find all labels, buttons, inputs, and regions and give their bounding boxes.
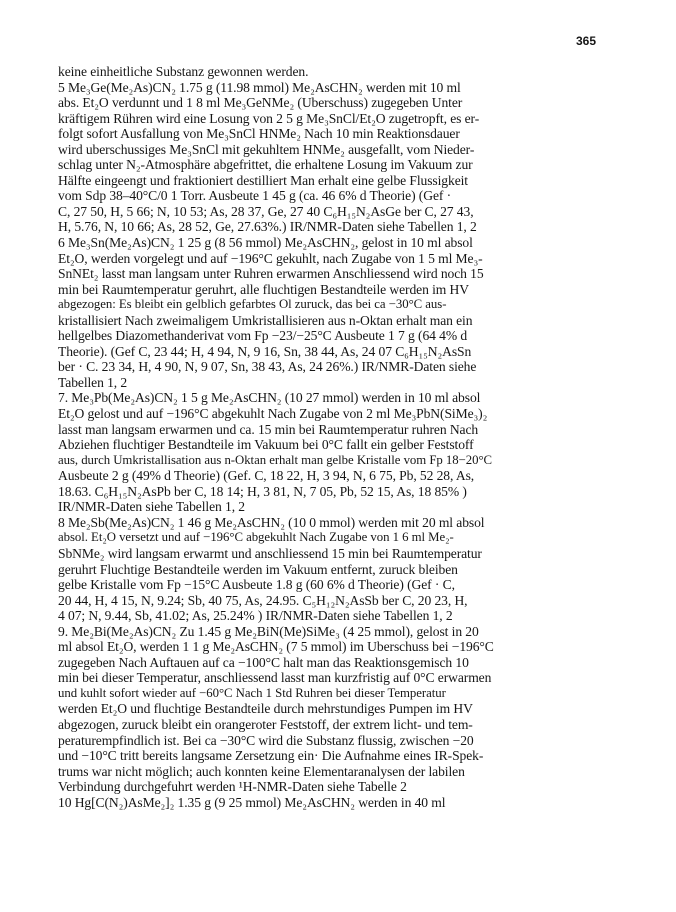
text-line: Verbindung durchgefuhrt werden ¹H-NMR-Daten siehe Tabelle 2: [58, 779, 407, 795]
text-line: Tabellen 1, 2: [58, 374, 128, 390]
text-line: hellgelbes Diazomethanderivat vom Fp −23/−25°C Ausbeute 1 7 g (64 4% d: [58, 328, 468, 344]
text-line: SbNMe₂ wird langsam erwarmt und anschliessend 15 min bei Raumtemperatur: [58, 545, 482, 561]
text-line: wird uberschussiges Me₃SnCl mit gekuhltem HNMe₂ ausgefallt, vom Nieder-: [58, 141, 475, 157]
text-line: abgezogen: Es bleibt ein gelblich gefarbtes Ol zuruck, das bei ca −30°C aus-: [58, 297, 447, 312]
text-line: schlag unter N₂-Atmosphäre abgefrittet, die erhaltene Losung im Vakuum zur: [58, 157, 473, 173]
text-line: vom Sdp 38–40°C/0 1 Torr. Ausbeute 1 45 g (ca. 46 6% d Theorie) (Gef ·: [58, 188, 452, 204]
text-line: 20 44, H, 4 15, N, 9.24; Sb, 40 75, As, 24.95. C₅H₁₂N₂AsSb ber C, 20 23, H,: [58, 592, 468, 608]
text-line: ber · C. 23 34, H, 4 90, N, 9 07, Sn, 38 43, As, 24 26%.) IR/NMR-Daten siehe: [58, 359, 477, 375]
text-line: und kuhlt sofort wieder auf −60°C Nach 1 Std Ruhren bei dieser Temperatur: [58, 685, 446, 700]
text-line: zugegeben Nach Auftauen auf ca −100°C halt man das Reaktionsgemisch 10: [58, 654, 469, 670]
text-line: 10 Hg[C(N₂)AsMe₂]₂ 1.35 g (9 25 mmol) Me₂AsCHN₂ werden in 40 ml: [58, 794, 446, 810]
text-line: geruhrt Fluchtige Bestandteile werden im Vakuum entfernt, zuruck bleiben: [58, 561, 458, 577]
text-line: min bei dieser Temperatur, anschliessend lasst man kurzfristig auf 0°C erwarmen: [58, 670, 492, 686]
text-line: Hälfte eingeengt und fraktioniert destilliert Man erhalt eine gelbe Flussigkeit: [58, 172, 468, 188]
text-line: kräftigem Rühren wird eine Losung von 2 5 g Me₃SnCl/Et₂O zugetropft, es er-: [58, 110, 480, 126]
text-line: trums war nicht möglich; auch konnten keine Elementaranalysen der labilen: [58, 763, 465, 779]
text-line: und −10°C tritt bereits langsame Zersetzung ein· Die Aufnahme eines IR-Spek-: [58, 748, 484, 764]
text-line: aus, durch Umkristallisation aus n-Oktan erhalt man gelbe Kristalle vom Fp 18−20°C: [58, 452, 493, 467]
text-line: 18.63. C₆H₁₅N₂AsPb ber C, 18 14; H, 3 81, N, 7 05, Pb, 52 15, As, 18 85% ): [58, 483, 467, 499]
text-line: H, 5.76, N, 10 66; As, 28 52, Ge, 27.63%.) IR/NMR-Daten siehe Tabellen 1, 2: [58, 219, 477, 235]
text-line: lasst man langsam erwarmen und ca. 15 min bei Raumtemperatur ruhren Nach: [58, 421, 479, 437]
text-line: werden Et₂O und fluchtige Bestandteile durch mehrstundiges Pumpen im HV: [58, 701, 473, 717]
text-line: C, 27 50, H, 5 66; N, 10 53; As, 28 37, Ge, 27 40 C₆H₁₅N₂AsGe ber C, 27 43,: [58, 203, 474, 219]
text-line: abgezogen, zuruck bleibt ein orangeroter Feststoff, der extrem licht- und tem-: [58, 716, 473, 732]
text-line: IR/NMR-Daten siehe Tabellen 1, 2: [58, 499, 245, 515]
text-line: peraturempfindlich ist. Bei ca −30°C wird die Substanz flussig, zwischen −20: [58, 732, 474, 748]
text-line: min bei Raumtemperatur geruhrt, alle fluchtigen Bestandteile werden im HV: [58, 281, 469, 297]
text-line: keine einheitliche Substanz gewonnen werden.: [58, 64, 309, 79]
text-line: Theorie). (Gef C, 23 44; H, 4 94, N, 9 16, Sn, 38 44, As, 24 07 C₆H₁₅N₂AsSn: [58, 343, 472, 359]
text-line: 7. Me₃Pb(Me₂As)CN₂ 1 5 g Me₂AsCHN₂ (10 27 mmol) werden in 10 ml absol: [58, 390, 481, 406]
text-line: kristallisiert Nach zweimaligem Umkristallisieren aus n-Oktan erhalt man ein: [58, 312, 473, 328]
text-line: abs. Et₂O verdunnt und 1 8 ml Me₃GeNMe₂ (Uberschuss) zugegeben Unter: [58, 95, 463, 111]
text-line: gelbe Kristalle vom Fp −15°C Ausbeute 1.8 g (60 6% d Theorie) (Gef · C,: [58, 577, 455, 593]
text-line: SnNEt₂ lasst man langsam unter Ruhren erwarmen Anschliessend wird noch 15: [58, 266, 484, 282]
text-line: 9. Me₂Bi(Me₂As)CN₂ Zu 1.45 g Me₂BiN(Me)SiMe₃ (4 25 mmol), gelost in 20: [58, 623, 479, 639]
experimental-section-text: [58, 64, 618, 810]
text-line: 8 Me₂Sb(Me₂As)CN₂ 1 46 g Me₂AsCHN₂ (10 0 mmol) werden mit 20 ml absol: [58, 514, 485, 530]
text-line: 6 Me₃Sn(Me₂As)CN₂ 1 25 g (8 56 mmol) Me₂AsCHN₂, gelost in 10 ml absol: [58, 235, 473, 251]
text-line: Abziehen fluchtiger Bestandteile im Vakuum bei 0°C fallt ein gelber Feststoff: [58, 437, 474, 453]
text-line: folgt sofort Ausfallung von Me₃SnCl HNMe₂ Nach 10 min Reaktionsdauer: [58, 126, 460, 142]
text-line: Et₂O, werden vorgelegt und auf −196°C gekuhlt, nach Zugabe von 1 5 ml Me₃-: [58, 250, 483, 266]
text-line: ml absol Et₂O, werden 1 1 g Me₂AsCHN₂ (7 5 mmol) im Uberschuss bei −196°C: [58, 639, 494, 655]
text-line: 4 07; N, 9.44, Sb, 41.02; As, 25.24% ) IR/NMR-Daten siehe Tabellen 1, 2: [58, 608, 453, 624]
text-line: Et₂O gelost und auf −196°C abgekuhlt Nach Zugabe von 2 ml Me₃PbN(SiMe₃)₂: [58, 406, 488, 422]
text-line: Ausbeute 2 g (49% d Theorie) (Gef. C, 18 22, H, 3 94, N, 6 75, Pb, 52 28, As,: [58, 468, 475, 484]
text-line: 5 Me₃Ge(Me₂As)CN₂ 1.75 g (11.98 mmol) Me₂AsCHN₂ werden mit 10 ml: [58, 79, 461, 95]
text-line: absol. Et₂O versetzt und auf −196°C abgekuhlt Nach Zugabe von 1 6 ml Me₂-: [58, 530, 454, 545]
page-number: 365: [575, 34, 596, 48]
